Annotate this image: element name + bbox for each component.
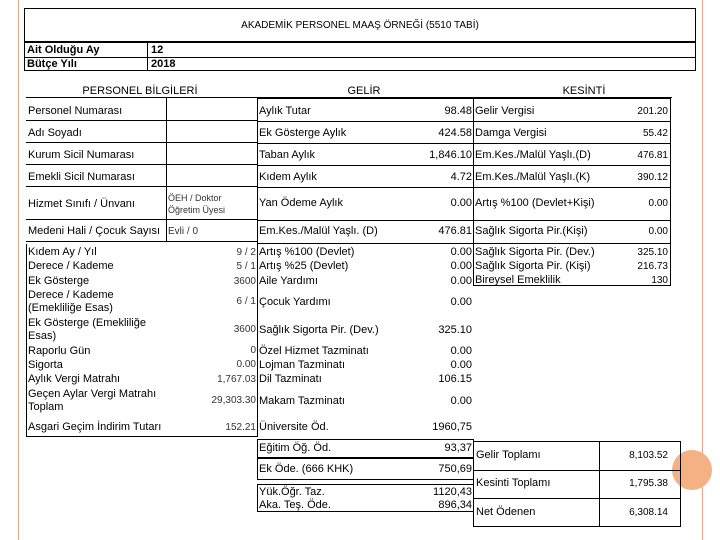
lower-left-label-6: Sigorta: [28, 359, 63, 371]
gelir-lower-label-11: Ek Öde. (666 KHK): [259, 463, 354, 475]
total-value-net: 6,308.14: [629, 507, 668, 518]
gelir-lower-value-11: 750,69: [438, 463, 472, 475]
gelir-lower-label-7: Dil Tazminatı: [259, 373, 322, 385]
lower-left-label-4: Ek Gösterge (Emekliliğe Esas): [28, 317, 146, 342]
kesinti-lower-value-1: 216.73: [637, 261, 668, 272]
lower-left-value-9: 152.21: [225, 422, 256, 433]
kesinti-value-3: 390.12: [637, 172, 668, 183]
kesinti-value-4: 0.00: [648, 198, 668, 209]
kesinti-value-0: 201.20: [637, 106, 668, 117]
lower-left-value-8: 29,303.30: [211, 395, 256, 406]
lower-left-value-4: 3600: [233, 324, 256, 335]
gelir-lower-label-1: Artış %25 (Devlet): [259, 260, 349, 272]
gelir-lower-value-1: 0.00: [450, 260, 472, 272]
personel-label-2: Kurum Sicil Numarası: [28, 149, 135, 161]
lower-left-value-7: 1,767.03: [217, 374, 256, 385]
gelir-label-4: Yan Ödeme Aylık: [259, 197, 343, 209]
kesinti-lower-label-2: Bireysel Emeklilik: [475, 274, 561, 286]
meta-table: [24, 42, 696, 71]
meta-year-value: 2018: [151, 58, 176, 70]
gelir-lower-value-4: 325.10: [438, 324, 472, 336]
personel-label-1: Adı Soyadı: [28, 127, 82, 139]
gelir-lower-value-12: 1120,43: [433, 486, 472, 498]
gelir-label-3: Kıdem Aylık: [259, 171, 317, 183]
gelir-value-0: 98.48: [444, 105, 472, 117]
gelir-lower-label-0: Artış %100 (Devlet): [259, 246, 355, 258]
meta-month-value: 12: [151, 44, 164, 56]
kesinti-value-5: 0.00: [648, 226, 668, 237]
lower-left-label-5: Raporlu Gün: [28, 345, 91, 357]
gelir-value-4: 0.00: [450, 197, 472, 209]
lower-left-value-3: 6 / 1: [236, 296, 256, 307]
gelir-label-2: Taban Aylık: [259, 149, 316, 161]
gelir-lower-label-10: Eğitim Öğ. Öd.: [259, 442, 332, 454]
lower-left-label-0: Kıdem Ay / Yıl: [28, 246, 97, 258]
gelir-label-5: Em.Kes./Malül Yaşlı. (D): [259, 225, 378, 237]
lower-left-value-6: 0.00: [236, 359, 256, 370]
header-gelir: GELİR: [347, 85, 381, 97]
gelir-lower-value-13: 896,34: [438, 499, 472, 511]
lower-left-label-9: Asgari Geçim İndirim Tutarı: [28, 421, 162, 433]
kesinti-value-2: 476.81: [637, 150, 668, 161]
personel-value-4: ÖEH / Doktor Öğretim Üyesi: [168, 193, 226, 215]
gelir-lower-value-0: 0.00: [450, 246, 472, 258]
total-label-gelir: Gelir Toplamı: [476, 449, 541, 461]
gelir-lower-value-5: 0.00: [450, 345, 472, 357]
kesinti-label-4: Artış %100 (Devlet+Kişi): [475, 197, 595, 209]
total-value-kesinti: 1,795.38: [629, 478, 668, 489]
gelir-lower-label-9: Üniversite Öd.: [259, 421, 329, 433]
kesinti-lower-label-1: Sağlık Sigorta Pir. (Kişi): [475, 260, 591, 272]
header-personel: PERSONEL BİLGİLERİ: [82, 85, 198, 97]
personel-label-4: Hizmet Sınıfı / Ünvanı: [28, 198, 135, 210]
gelir-value-3: 4.72: [450, 171, 472, 183]
header-kesinti: KESİNTİ: [562, 85, 606, 97]
kesinti-lower-label-0: Sağlık Sigorta Pir. (Dev.): [475, 246, 595, 258]
gelir-value-1: 424.58: [438, 127, 472, 139]
gelir-label-1: Ek Gösterge Aylık: [259, 127, 347, 139]
kesinti-label-0: Gelir Vergisi: [475, 105, 535, 117]
lower-left-label-3: Derece / Kademe (Emekliliğe Esas): [28, 289, 114, 314]
gelir-lower-value-8: 0.00: [450, 395, 472, 407]
lower-left-label-7: Aylık Vergi Matrahı: [28, 373, 121, 385]
personel-value-5: Evli / 0: [168, 226, 199, 237]
lower-left-value-0: 9 / 2: [236, 247, 256, 258]
kesinti-lower-value-0: 325.10: [637, 247, 668, 258]
gelir-value-2: 1,846.10: [429, 149, 472, 161]
total-value-gelir: 8,103.52: [629, 450, 668, 461]
gelir-lower-value-3: 0.00: [450, 296, 472, 308]
gelir-lower-label-4: Sağlık Sigorta Pir. (Dev.): [259, 324, 379, 336]
gelir-lower-label-12: Yük.Öğr. Taz.: [259, 486, 325, 498]
total-label-net: Net Ödenen: [476, 506, 536, 518]
gelir-lower-value-9: 1960,75: [432, 421, 472, 433]
personel-label-3: Emekli Sicil Numarası: [28, 171, 135, 183]
title-box: [24, 8, 696, 42]
gelir-lower-value-7: 106.15: [438, 373, 472, 385]
gelir-lower-label-5: Özel Hizmet Tazminatı: [259, 345, 369, 357]
kesinti-label-3: Em.Kes./Malül Yaşlı.(K): [475, 171, 591, 183]
kesinti-lower-value-2: 130: [651, 275, 668, 286]
lower-left-label-8: Geçen Aylar Vergi Matrahı Toplam: [28, 388, 157, 413]
lower-left-value-5: 0: [250, 345, 256, 356]
decor-line-left: [18, 0, 19, 540]
gelir-lower-label-2: Aile Yardımı: [259, 275, 318, 287]
gelir-lower-label-13: Aka. Teş. Öde.: [259, 499, 331, 511]
gelir-lower-value-6: 0.00: [450, 359, 472, 371]
total-label-kesinti: Kesinti Toplamı: [476, 477, 551, 489]
lower-left-value-2: 3600: [233, 276, 256, 287]
gelir-lower-value-10: 93,37: [444, 442, 472, 454]
gelir-label-0: Aylık Tutar: [259, 105, 311, 117]
personel-label-0: Personel Numarası: [28, 105, 123, 117]
gelir-value-5: 476.81: [438, 225, 472, 237]
gelir-lower-value-2: 0.00: [450, 275, 472, 287]
kesinti-value-1: 55.42: [642, 128, 668, 139]
kesinti-label-1: Damga Vergisi: [475, 127, 547, 139]
lower-left-value-1: 5 / 1: [236, 261, 256, 272]
personel-label-5: Medeni Hali / Çocuk Sayısı: [28, 225, 161, 237]
kesinti-label-5: Sağlık Sigorta Pir.(Kişi): [475, 225, 588, 237]
kesinti-label-2: Em.Kes./Malül Yaşlı.(D): [475, 149, 591, 161]
lower-left-label-1: Derece / Kademe: [28, 260, 114, 272]
meta-month-label: Ait Olduğu Ay: [27, 44, 100, 56]
gelir-lower-label-3: Çocuk Yardımı: [259, 296, 331, 308]
gelir-lower-label-8: Makam Tazminatı: [259, 395, 345, 407]
personel-grid: [26, 98, 258, 242]
meta-year-label: Bütçe Yılı: [27, 58, 77, 70]
page-title: AKADEMİK PERSONEL MAAŞ ÖRNEĞİ (5510 TABİ): [241, 20, 479, 31]
gelir-lower-label-6: Lojman Tazminatı: [259, 359, 346, 371]
lower-left-label-2: Ek Gösterge: [28, 275, 90, 287]
